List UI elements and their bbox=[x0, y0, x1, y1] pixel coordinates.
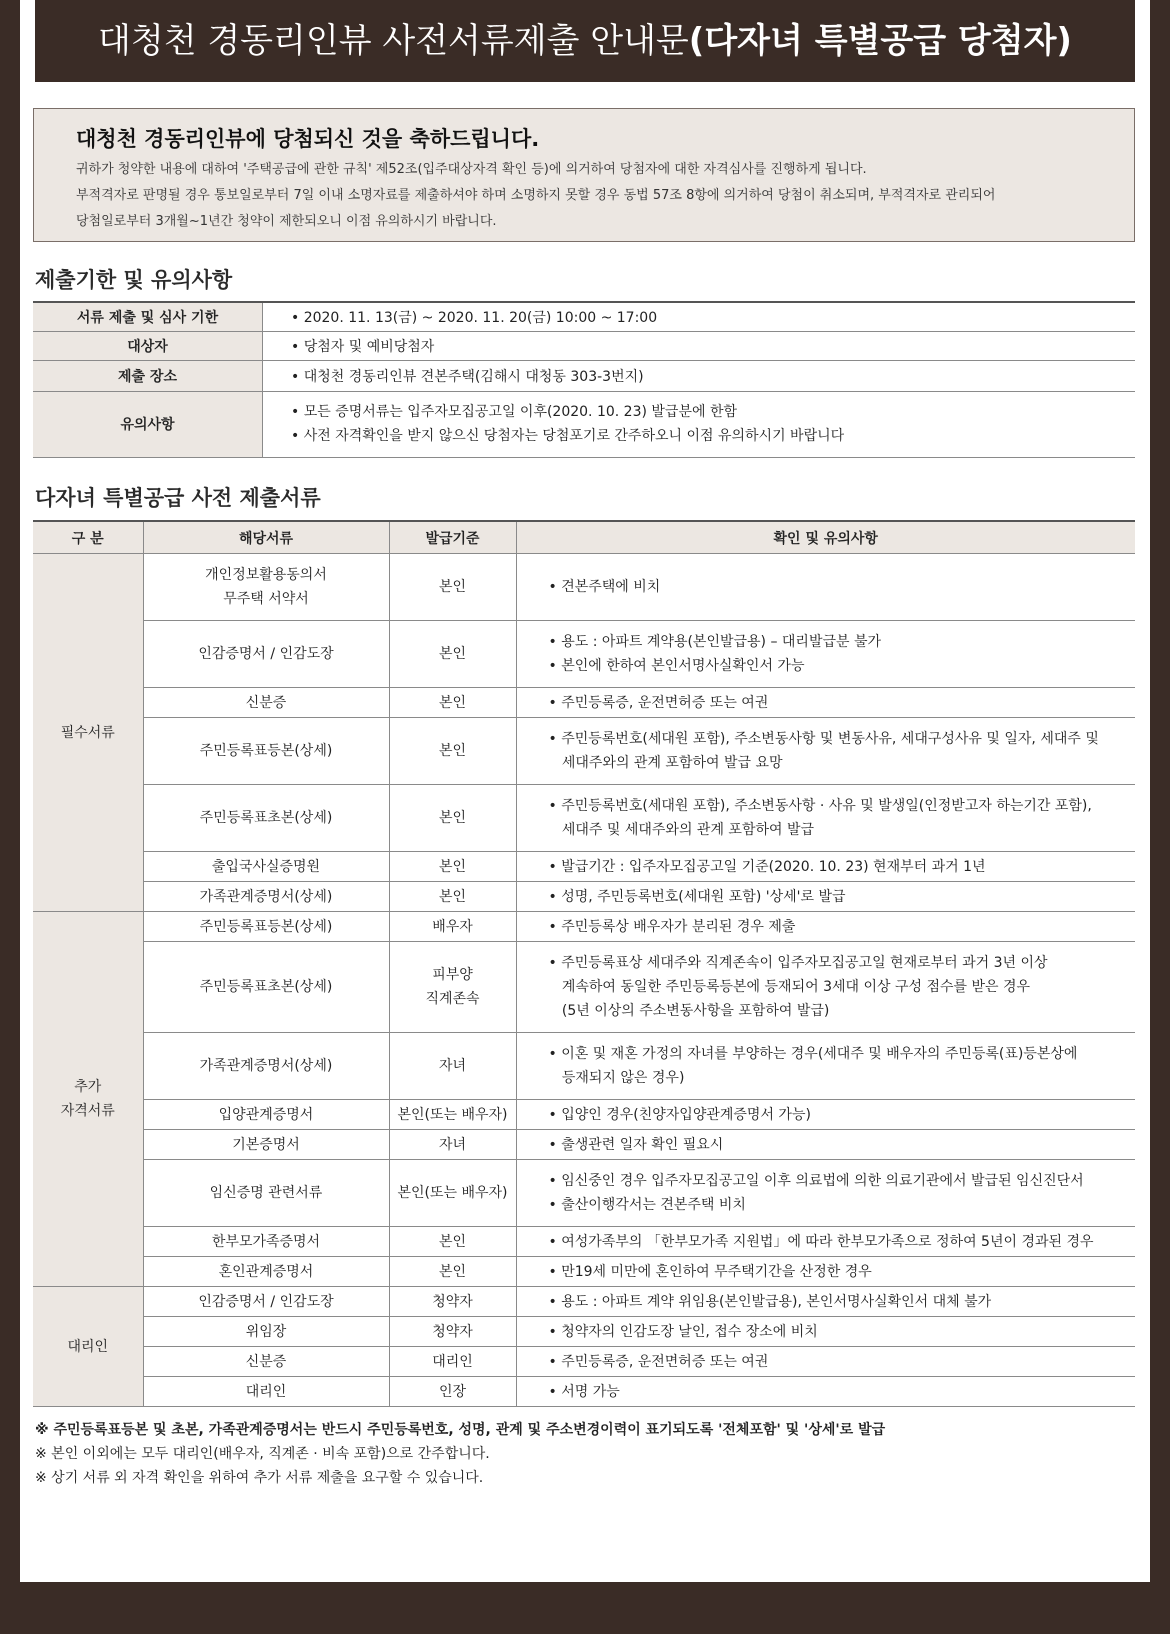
note-cell: • 입양인 경우(친양자입양관계증명서 가능) bbox=[516, 1100, 1135, 1130]
note-line: • 출산이행각서는 견본주택 비치 bbox=[548, 1197, 746, 1213]
note-cell bbox=[516, 1160, 1135, 1227]
row-label: 서류 제출 및 심사 기한 bbox=[33, 302, 263, 331]
row-value: • 당첨자 및 예비당첨자 bbox=[263, 331, 1136, 360]
doc-cell: 대리인 bbox=[143, 1377, 389, 1407]
table-row bbox=[33, 1130, 1135, 1160]
note-line: • 주민등록표상 세대주와 직계존속이 입주자모집공고일 현재로부터 과거 3년 이상 bbox=[548, 955, 1048, 971]
doc-cell: 입양관계증명서 bbox=[143, 1100, 389, 1130]
doc-cell bbox=[143, 554, 389, 621]
note-cell: • 용도 : 아파트 계약 위임용(본인발급용), 본인서명사실확인서 대체 불가 bbox=[516, 1287, 1135, 1317]
doc-cell: 출입국사실증명원 bbox=[143, 852, 389, 882]
note-cell bbox=[516, 621, 1135, 688]
table-header-row bbox=[33, 521, 1135, 554]
intro-heading: 대청천 경동리인뷰에 당첨되신 것을 축하드립니다. bbox=[76, 127, 540, 151]
title-main: 대청천 경동리인뷰 사전서류제출 안내문 bbox=[98, 21, 689, 61]
table-row bbox=[33, 1377, 1135, 1407]
table-row bbox=[33, 554, 1135, 621]
note-cell: • 출생관련 일자 확인 필요시 bbox=[516, 1130, 1135, 1160]
category-cell bbox=[33, 554, 143, 912]
deadline-section-title: 제출기한 및 유의사항 bbox=[35, 268, 233, 292]
table-row bbox=[33, 391, 1135, 457]
note-line: • 본인에 한하여 본인서명사실확인서 가능 bbox=[548, 658, 805, 674]
value-line: • 사전 자격확인을 받지 않으신 당첨자는 당첨포기로 간주하오니 이점 유의하시기 바랍니다 bbox=[291, 428, 845, 444]
table-row bbox=[33, 912, 1135, 942]
basis-cell: 본인 bbox=[389, 718, 516, 785]
basis-line: 피부양 bbox=[432, 967, 473, 983]
basis-cell: 청약자 bbox=[389, 1287, 516, 1317]
note-cell: • 성명, 주민등록번호(세대원 포함) '상세'로 발급 bbox=[516, 882, 1135, 912]
note-line: • 견본주택에 비치 bbox=[548, 579, 661, 595]
table-row bbox=[33, 1160, 1135, 1227]
note-cell: • 청약자의 인감도장 날인, 접수 장소에 비치 bbox=[516, 1317, 1135, 1347]
note-cell bbox=[516, 1033, 1135, 1100]
note-cell bbox=[516, 718, 1135, 785]
basis-cell: 인장 bbox=[389, 1377, 516, 1407]
doc-cell: 가족관계증명서(상세) bbox=[143, 1033, 389, 1100]
table-row bbox=[33, 1347, 1135, 1377]
category-cell bbox=[33, 912, 143, 1287]
value-line: • 모든 증명서류는 입주자모집공고일 이후(2020. 10. 23) 발급분에 한함 bbox=[291, 404, 737, 420]
table-row bbox=[33, 852, 1135, 882]
note-cell: • 서명 가능 bbox=[516, 1377, 1135, 1407]
note-cell: • 주민등록상 배우자가 분리된 경우 제출 bbox=[516, 912, 1135, 942]
doc-cell: 혼인관계증명서 bbox=[143, 1257, 389, 1287]
footnote: ※ 본인 이외에는 모두 대리인(배우자, 직계존 · 비속 포함)으로 간주합니다. bbox=[35, 1446, 490, 1462]
table-row bbox=[33, 1257, 1135, 1287]
basis-cell: 대리인 bbox=[389, 1347, 516, 1377]
basis-cell bbox=[389, 942, 516, 1033]
category-label: 대리인 bbox=[67, 1338, 109, 1355]
note-line: • 임신중인 경우 입주자모집공고일 이후 의료법에 의한 의료기관에서 발급된 임신진단서 bbox=[548, 1173, 1084, 1189]
note-cell: • 주민등록증, 운전면허증 또는 여권 bbox=[516, 1347, 1135, 1377]
category-label: 추가 bbox=[74, 1079, 102, 1095]
column-header: 구 분 bbox=[33, 521, 143, 554]
column-header: 발급기준 bbox=[389, 521, 516, 554]
table-row bbox=[33, 688, 1135, 718]
table-row bbox=[33, 1227, 1135, 1257]
doc-cell: 기본증명서 bbox=[143, 1130, 389, 1160]
row-label: 제출 장소 bbox=[33, 360, 263, 391]
note-cell: • 여성가족부의 「한부모가족 지원법」에 따라 한부모가족으로 정하여 5년이 경과된 경우 bbox=[516, 1227, 1135, 1257]
note-cell bbox=[516, 942, 1135, 1033]
note-line: 계속하여 동일한 주민등록등본에 등재되어 3세대 이상 구성 점수를 받은 경우 bbox=[548, 979, 1031, 995]
intro-line: 당첨일로부터 3개월~1년간 청약이 제한되오니 이점 유의하시기 바랍니다. bbox=[76, 214, 497, 229]
note-line: 세대주 및 세대주와의 관계 포함하여 발급 bbox=[548, 822, 815, 838]
table-row bbox=[33, 331, 1135, 360]
note-cell bbox=[516, 785, 1135, 852]
intro-line: 귀하가 청약한 내용에 대하여 '주택공급에 관한 규칙' 제52조(입주대상자격 확인 등)에 의거하여 당첨자에 대한 자격심사를 진행하게 됩니다. bbox=[76, 162, 867, 177]
table-row bbox=[33, 1287, 1135, 1317]
note-cell: • 발급기간 : 입주자모집공고일 기준(2020. 10. 23) 현재부터 과거 1년 bbox=[516, 852, 1135, 882]
basis-cell: 본인(또는 배우자) bbox=[389, 1160, 516, 1227]
note-line: 세대주와의 관계 포함하여 발급 요망 bbox=[548, 755, 783, 771]
note-line: • 주민등록번호(세대원 포함), 주소변동사항 및 변동사유, 세대구성사유 및 일자, 세대주 및 bbox=[548, 731, 1099, 747]
category-cell bbox=[33, 1287, 143, 1407]
column-header: 확인 및 유의사항 bbox=[516, 521, 1135, 554]
doc-line: 개인정보활용동의서 bbox=[205, 567, 327, 583]
note-cell bbox=[516, 554, 1135, 621]
note-line: • 이혼 및 재혼 가정의 자녀를 부양하는 경우(세대주 및 배우자의 주민등록(표)등본상에 bbox=[548, 1046, 1078, 1062]
doc-cell: 주민등록표등본(상세) bbox=[143, 718, 389, 785]
row-value: • 2020. 11. 13(금) ~ 2020. 11. 20(금) 10:00 ~ 17:00 bbox=[263, 302, 1136, 331]
doc-cell: 주민등록표초본(상세) bbox=[143, 785, 389, 852]
table-row bbox=[33, 882, 1135, 912]
note-line: (5년 이상의 주소변동사항을 포함하여 발급) bbox=[548, 1003, 830, 1019]
basis-cell: 배우자 bbox=[389, 912, 516, 942]
note-cell: • 주민등록증, 운전면허증 또는 여권 bbox=[516, 688, 1135, 718]
doc-cell: 위임장 bbox=[143, 1317, 389, 1347]
basis-cell: 청약자 bbox=[389, 1317, 516, 1347]
doc-cell: 임신증명 관련서류 bbox=[143, 1160, 389, 1227]
doc-cell: 가족관계증명서(상세) bbox=[143, 882, 389, 912]
title-bold: (다자녀 특별공급 당첨자) bbox=[688, 21, 1072, 61]
basis-line: 본인 bbox=[438, 579, 467, 595]
row-value bbox=[263, 391, 1136, 457]
doc-line: 무주택 서약서 bbox=[223, 591, 309, 607]
basis-cell: 본인 bbox=[389, 688, 516, 718]
table-row bbox=[33, 785, 1135, 852]
documents-table bbox=[33, 520, 1135, 1407]
note-line: • 주민등록번호(세대원 포함), 주소변동사항 · 사유 및 발생일(인정받고자 하는기간 포함), bbox=[548, 798, 1092, 814]
table-row bbox=[33, 1033, 1135, 1100]
doc-cell: 주민등록표등본(상세) bbox=[143, 912, 389, 942]
basis-cell: 본인(또는 배우자) bbox=[389, 1100, 516, 1130]
table-row bbox=[33, 942, 1135, 1033]
intro-box bbox=[33, 108, 1135, 242]
row-value: • 대청천 경동리인뷰 견본주택(김해시 대청동 303-3번지) bbox=[263, 360, 1136, 391]
doc-cell: 주민등록표초본(상세) bbox=[143, 942, 389, 1033]
basis-cell: 본인 bbox=[389, 1227, 516, 1257]
basis-cell: 본인 bbox=[389, 882, 516, 912]
basis-cell: 본인 bbox=[389, 785, 516, 852]
basis-cell: 본인 bbox=[389, 621, 516, 688]
deadline-table bbox=[33, 301, 1135, 458]
intro-line: 부적격자로 판명될 경우 통보일로부터 7일 이내 소명자료를 제출하셔야 하며 소명하지 못할 경우 동법 57조 8항에 의거하여 당첨이 취소되며, 부적격자로 관리되어 bbox=[76, 188, 996, 203]
doc-cell: 인감증명서 / 인감도장 bbox=[143, 1287, 389, 1317]
table-row bbox=[33, 621, 1135, 688]
doc-cell: 인감증명서 / 인감도장 bbox=[143, 621, 389, 688]
basis-line: 직계존속 bbox=[425, 991, 480, 1007]
basis-cell: 자녀 bbox=[389, 1130, 516, 1160]
document-sheet bbox=[20, 0, 1150, 1582]
note-line: 등재되지 않은 경우) bbox=[548, 1070, 685, 1086]
row-label: 유의사항 bbox=[33, 391, 263, 457]
basis-cell: 본인 bbox=[389, 852, 516, 882]
footnotes bbox=[35, 1418, 885, 1490]
doc-cell: 신분증 bbox=[143, 1347, 389, 1377]
basis-cell: 자녀 bbox=[389, 1033, 516, 1100]
table-row bbox=[33, 360, 1135, 391]
column-header: 해당서류 bbox=[143, 521, 389, 554]
footnote: ※ 상기 서류 외 자격 확인을 위하여 추가 서류 제출을 요구할 수 있습니다. bbox=[35, 1470, 484, 1486]
table-row bbox=[33, 718, 1135, 785]
category-label: 자격서류 bbox=[60, 1103, 115, 1119]
table-row bbox=[33, 302, 1135, 331]
table-row bbox=[33, 1100, 1135, 1130]
note-cell: • 만19세 미만에 혼인하여 무주택기간을 산정한 경우 bbox=[516, 1257, 1135, 1287]
basis-cell: 본인 bbox=[389, 1257, 516, 1287]
note-line: • 용도 : 아파트 계약용(본인발급용) – 대리발급분 불가 bbox=[548, 634, 882, 650]
doc-cell: 신분증 bbox=[143, 688, 389, 718]
basis-cell bbox=[389, 554, 516, 621]
page-title bbox=[35, 0, 1135, 82]
doc-cell: 한부모가족증명서 bbox=[143, 1227, 389, 1257]
table-row bbox=[33, 1317, 1135, 1347]
docs-section-title: 다자녀 특별공급 사전 제출서류 bbox=[35, 486, 321, 510]
footnote: ※ 주민등록표등본 및 초본, 가족관계증명서는 반드시 주민등록번호, 성명, 관계 및 주소변경이력이 표기되도록 '전체포함' 및 '상세'로 발급 bbox=[35, 1422, 886, 1438]
category-label: 필수서류 bbox=[60, 724, 115, 741]
row-label: 대상자 bbox=[33, 331, 263, 360]
